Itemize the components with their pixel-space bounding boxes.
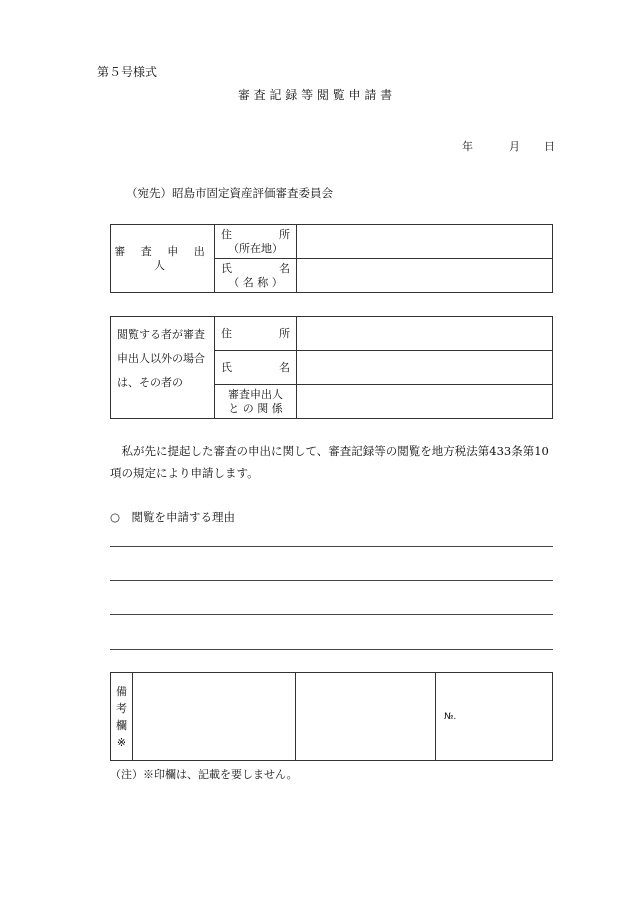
form-number: 第５号様式 xyxy=(97,65,158,79)
viewer-name-field[interactable] xyxy=(297,351,553,385)
date-year-label: 年 xyxy=(462,140,473,153)
viewer-relation-label xyxy=(215,385,297,419)
applicant-name-label-2: 名 xyxy=(279,261,290,275)
date-line xyxy=(462,140,555,154)
viewer-name-label-2: 名 xyxy=(279,360,290,374)
viewer-relation-label-1: 審査申出人 xyxy=(228,387,283,401)
addressee: （宛先）昭島市固定資産評価審査委員会 xyxy=(126,186,333,200)
reason-line-2[interactable] xyxy=(110,580,553,581)
applicant-name-label xyxy=(215,259,297,293)
reason-heading: ○ 閲覧を申請する理由 xyxy=(110,510,236,524)
remarks-number-cell xyxy=(436,673,553,761)
applicant-address-label xyxy=(215,225,297,259)
applicant-address-sublabel: （所在地） xyxy=(228,241,283,255)
applicant-head: 審 査 申 出 人 xyxy=(111,225,215,293)
date-day-label: 日 xyxy=(544,140,555,153)
date-month-label: 月 xyxy=(509,140,520,153)
applicant-table xyxy=(110,224,553,293)
viewer-note: 閲覧する者が審査申出人以外の場合は、その者の xyxy=(111,317,215,419)
remarks-label-char-1: 備 xyxy=(116,684,127,698)
applicant-address-field[interactable] xyxy=(297,225,553,259)
viewer-relation-label-2: と の 関 係 xyxy=(228,401,283,415)
viewer-address-label-2: 所 xyxy=(279,326,290,340)
viewer-name-label xyxy=(215,351,297,385)
remarks-table xyxy=(110,672,553,761)
viewer-address-label-1: 住 xyxy=(221,326,232,340)
viewer-relation-field[interactable] xyxy=(297,385,553,419)
remarks-label-char-2: 考 xyxy=(116,701,127,715)
viewer-address-field[interactable] xyxy=(297,317,553,351)
applicant-name-field[interactable] xyxy=(297,259,553,293)
remarks-label-char-4: ※ xyxy=(116,735,127,749)
applicant-address-label-2: 所 xyxy=(279,227,290,241)
remarks-cell-1 xyxy=(133,673,296,761)
footnote: （注）※印欄は、記載を要しません。 xyxy=(110,768,298,781)
applicant-name-sublabel: （ 名 称 ） xyxy=(228,275,283,289)
remarks-cell-2 xyxy=(296,673,436,761)
remarks-label-char-3: 欄 xyxy=(116,718,127,732)
reason-line-4[interactable] xyxy=(110,649,553,650)
remarks-label xyxy=(111,673,133,761)
applicant-name-label-1: 氏 xyxy=(221,261,232,275)
reason-line-3[interactable] xyxy=(110,614,553,615)
applicant-address-label-1: 住 xyxy=(221,227,232,241)
viewer-address-label xyxy=(215,317,297,351)
statement: 私が先に提起した審査の申出に関して、審査記録等の閲覧を地方税法第433条第10項の規定により申請します。 xyxy=(110,444,549,480)
reason-line-1[interactable] xyxy=(110,546,553,547)
remarks-number-label: №. xyxy=(444,711,457,722)
form-title: 審 査 記 録 等 閲 覧 申 請 書 xyxy=(237,88,393,102)
viewer-table xyxy=(110,316,553,419)
viewer-name-label-1: 氏 xyxy=(221,360,232,374)
